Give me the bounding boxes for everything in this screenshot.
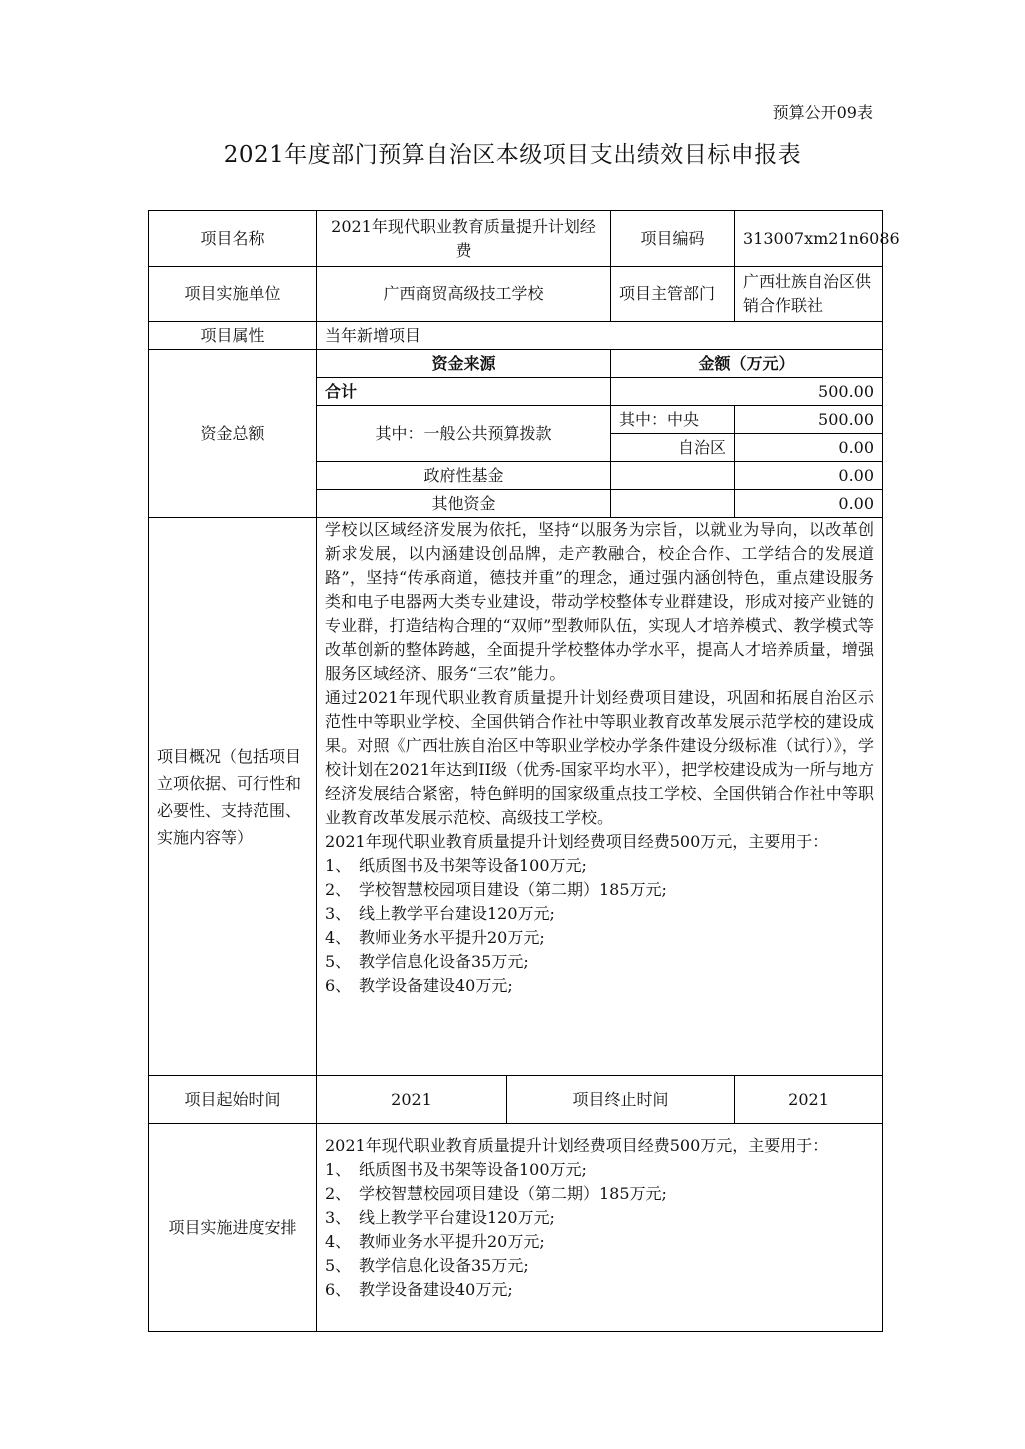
list-item: 6、 教学设备建设40万元; <box>325 1280 513 1299</box>
schedule-intro: 2021年现代职业教育质量提升计划经费项目经费500万元，主要用于： <box>325 1136 829 1155</box>
list-item: 5、 教学信息化设备35万元; <box>325 952 529 971</box>
performance-form-table <box>148 210 900 1332</box>
period-end-label: 项目终止时间 <box>507 1076 735 1124</box>
project-attr-value: 当年新增项目 <box>317 322 883 350</box>
project-name-value: 2021年现代职业教育质量提升计划经费 <box>317 211 611 267</box>
row-project-unit <box>149 267 883 322</box>
funds-source-header: 资金来源 <box>317 350 611 378</box>
list-item: 1、 纸质图书及书架等设备100万元; <box>325 1160 587 1179</box>
project-unit-value: 广西商贸高级技工学校 <box>317 267 611 322</box>
project-name-label: 项目名称 <box>149 211 317 267</box>
overview-paragraph-2: 通过2021年现代职业教育质量提升计划经费项目建设，巩固和拓展自治区示范性中等职业学校、全国供销合作社中等职业教育改革发展示范学校的建设成果。对照《广西壮族自治区中等职业学校办学条件建设分级标准（试行）》，学校计划在2021年达到II级（优秀-国家平均水平），把学校建设成为一所与地方经济发展结合紧密，特色鲜明的国家级重点技工学校、全国供销合作社中等职业教育改革发展示范校、高级技工学校。 <box>325 688 875 827</box>
list-item: 4、 教师业务水平提升20万元; <box>325 928 545 947</box>
funds-total-label: 合计 <box>317 378 611 406</box>
row-schedule <box>149 1124 883 1332</box>
period-start-value: 2021 <box>317 1076 507 1124</box>
schedule-label: 项目实施进度安排 <box>149 1124 317 1332</box>
overview-paragraph-1: 学校以区域经济发展为依托，坚持“以服务为宗旨，以就业为导向，以改革创新求发展，以内涵建设创品牌，走产教融合，校企合作、工学结合的发展道路”，坚持“传承商道，德技并重”的理念，通过强内涵创特色，重点建设服务类和电子电器两大类专业建设，带动学校整体专业群建设，形成对接产业链的专业群，打造结构合理的“双师”型教师队伍，实现人才培养模式、教学模式等改革创新的整体跨越，全面提升学校整体办学水平，提高人才培养质量，增强服务区域经济、服务“三农”能力。 <box>325 520 875 683</box>
funds-region-value: 0.00 <box>735 434 883 462</box>
project-dept-value: 广西壮族自治区供销合作联社 <box>735 267 883 322</box>
period-end-value: 2021 <box>735 1076 883 1124</box>
project-code-label: 项目编码 <box>611 211 735 267</box>
overview-label: 项目概况（包括项目立项依据、可行性和必要性、支持范围、实施内容等） <box>149 518 317 1076</box>
document-tag: 预算公开09表 <box>772 103 873 122</box>
funds-central-value: 500.00 <box>735 406 883 434</box>
project-attr-label: 项目属性 <box>149 322 317 350</box>
funds-label: 资金总额 <box>149 350 317 518</box>
funds-central-label: 其中：中央 <box>611 406 735 434</box>
list-item: 2、 学校智慧校园项目建设（第二期）185万元; <box>325 1184 667 1203</box>
row-project-name <box>149 211 883 267</box>
project-dept-label: 项目主管部门 <box>611 267 735 322</box>
funds-gov-label: 政府性基金 <box>317 462 611 490</box>
period-start-label: 项目起始时间 <box>149 1076 317 1124</box>
funds-total-value: 500.00 <box>611 378 883 406</box>
list-item: 5、 教学信息化设备35万元; <box>325 1256 529 1275</box>
overview-content <box>317 518 883 1076</box>
funds-amount-header: 金额（万元） <box>611 350 883 378</box>
page-title: 2021年度部门预算自治区本级项目支出绩效目标申报表 <box>223 142 802 168</box>
row-period <box>149 1076 883 1124</box>
schedule-content <box>317 1124 883 1332</box>
list-item: 3、 线上教学平台建设120万元; <box>325 1208 555 1227</box>
list-item: 1、 纸质图书及书架等设备100万元; <box>325 856 587 875</box>
list-item: 4、 教师业务水平提升20万元; <box>325 1232 545 1251</box>
funds-gov-empty <box>611 462 735 490</box>
funds-other-empty <box>611 490 735 518</box>
funds-other-value: 0.00 <box>735 490 883 518</box>
row-project-attr <box>149 322 883 350</box>
row-funds-header <box>149 350 883 378</box>
project-unit-label: 项目实施单位 <box>149 267 317 322</box>
list-item: 2、 学校智慧校园项目建设（第二期）185万元; <box>325 880 667 899</box>
funds-other-label: 其他资金 <box>317 490 611 518</box>
project-code-value: 313007xm21n6086 <box>735 211 883 267</box>
overview-intro: 2021年现代职业教育质量提升计划经费项目经费500万元，主要用于： <box>325 832 829 851</box>
row-overview <box>149 518 883 1076</box>
funds-general-label: 其中：一般公共预算拨款 <box>317 406 611 462</box>
funds-gov-value: 0.00 <box>735 462 883 490</box>
funds-region-label: 自治区 <box>611 434 735 462</box>
list-item: 6、 教学设备建设40万元; <box>325 976 513 995</box>
list-item: 3、 线上教学平台建设120万元; <box>325 904 555 923</box>
